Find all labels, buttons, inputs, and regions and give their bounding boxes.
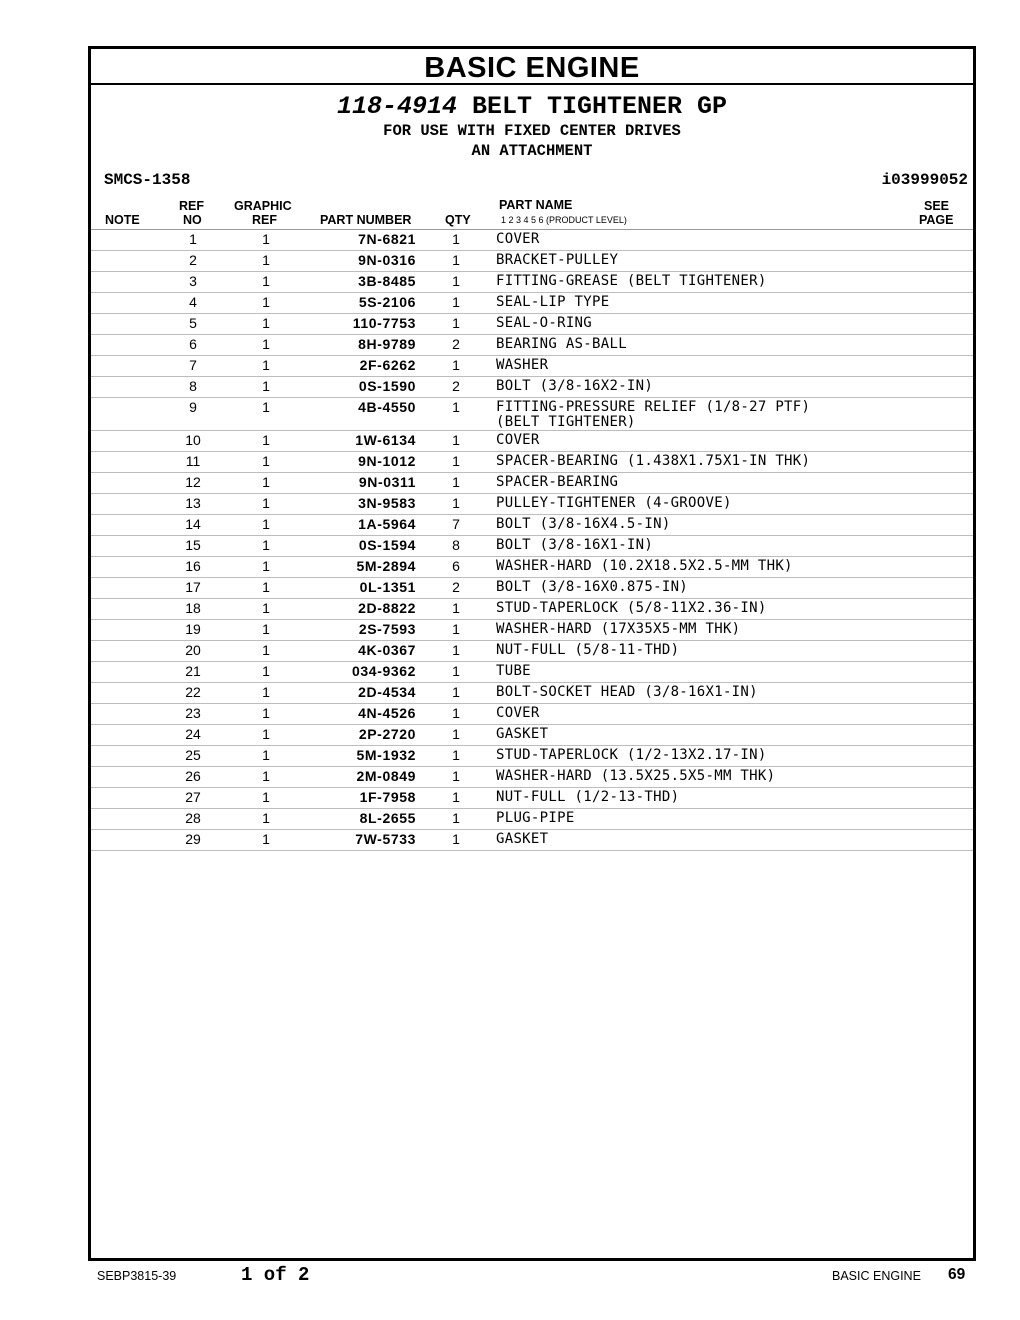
cell-part-number: 2P-2720	[311, 725, 416, 746]
table-row	[91, 251, 973, 272]
cell-part-name: PLUG-PIPE	[496, 809, 913, 830]
cell-part-number: 3N-9583	[311, 494, 416, 515]
cell-graphic-ref: 1	[221, 494, 311, 515]
cell-part-number: 9N-0311	[311, 473, 416, 494]
group-subtitle-2: AN ATTACHMENT	[471, 142, 593, 160]
cell-see-page	[913, 725, 973, 746]
cell-qty: 1	[416, 473, 496, 494]
cell-graphic-ref: 1	[221, 515, 311, 536]
footer-doc-id: SEBP3815-39	[97, 1269, 177, 1283]
table-row	[91, 620, 973, 641]
cell-ref-no: 8	[165, 377, 221, 398]
cell-graphic-ref: 1	[221, 767, 311, 788]
table-row	[91, 557, 973, 578]
cell-see-page	[913, 557, 973, 578]
cell-note	[91, 620, 165, 641]
cell-note	[91, 746, 165, 767]
cell-ref-no: 23	[165, 704, 221, 725]
cell-ref-no: 25	[165, 746, 221, 767]
table-row	[91, 809, 973, 830]
cell-ref-no: 4	[165, 293, 221, 314]
cell-qty: 1	[416, 809, 496, 830]
table-row	[91, 536, 973, 557]
cell-ref-no: 29	[165, 830, 221, 851]
cell-qty: 1	[416, 356, 496, 377]
cell-ref-no: 9	[165, 398, 221, 431]
cell-note	[91, 356, 165, 377]
cell-qty: 1	[416, 494, 496, 515]
cell-graphic-ref: 1	[221, 377, 311, 398]
cell-ref-no: 14	[165, 515, 221, 536]
cell-qty: 1	[416, 599, 496, 620]
cell-part-number: 5M-2894	[311, 557, 416, 578]
cell-qty: 1	[416, 398, 496, 431]
cell-graphic-ref: 1	[221, 830, 311, 851]
cell-part-number: 1A-5964	[311, 515, 416, 536]
group-number: 118-4914	[336, 92, 457, 121]
table-row	[91, 788, 973, 809]
cell-note	[91, 230, 165, 251]
cell-part-number: 2D-4534	[311, 683, 416, 704]
header-ref-bottom: NO	[183, 213, 202, 227]
cell-see-page	[913, 251, 973, 272]
cell-graphic-ref: 1	[221, 557, 311, 578]
table-row	[91, 272, 973, 293]
cell-part-name: NUT-FULL (1/2-13-THD)	[496, 788, 913, 809]
table-row	[91, 230, 973, 251]
header-see-top: SEE	[924, 199, 950, 213]
cell-ref-no: 20	[165, 641, 221, 662]
cell-graphic-ref: 1	[221, 398, 311, 431]
cell-qty: 1	[416, 788, 496, 809]
footer-page-of: 1 of 2	[241, 1264, 310, 1286]
cell-note	[91, 251, 165, 272]
cell-see-page	[913, 830, 973, 851]
column-headers	[91, 191, 973, 230]
cell-ref-no: 1	[165, 230, 221, 251]
cell-graphic-ref: 1	[221, 746, 311, 767]
cell-qty: 1	[416, 767, 496, 788]
cell-part-name: COVER	[496, 431, 913, 452]
cell-graphic-ref: 1	[221, 620, 311, 641]
cell-ref-no: 2	[165, 251, 221, 272]
illustration-id: i03999052	[881, 171, 968, 189]
cell-note	[91, 515, 165, 536]
table-row	[91, 398, 973, 431]
cell-qty: 1	[416, 830, 496, 851]
header-note: NOTE	[105, 213, 140, 227]
table-row	[91, 377, 973, 398]
table-row	[91, 704, 973, 725]
cell-part-name: FITTING-PRESSURE RELIEF (1/8-27 PTF) (BELT TIGHTENER)	[496, 398, 913, 431]
cell-graphic-ref: 1	[221, 431, 311, 452]
cell-part-number: 5M-1932	[311, 746, 416, 767]
table-row	[91, 599, 973, 620]
cell-qty: 1	[416, 641, 496, 662]
section-title: BASIC ENGINE	[91, 49, 973, 85]
cell-see-page	[913, 377, 973, 398]
cell-part-number: 2D-8822	[311, 599, 416, 620]
cell-part-name: BOLT (3/8-16X4.5-IN)	[496, 515, 913, 536]
cell-graphic-ref: 1	[221, 536, 311, 557]
cell-see-page	[913, 578, 973, 599]
cell-see-page	[913, 788, 973, 809]
cell-see-page	[913, 599, 973, 620]
cell-see-page	[913, 473, 973, 494]
table-row	[91, 515, 973, 536]
cell-part-number: 4B-4550	[311, 398, 416, 431]
table-row	[91, 578, 973, 599]
cell-part-name: SEAL-LIP TYPE	[496, 293, 913, 314]
cell-ref-no: 26	[165, 767, 221, 788]
cell-graphic-ref: 1	[221, 662, 311, 683]
cell-note	[91, 452, 165, 473]
parts-table-body	[91, 230, 973, 851]
cell-part-name: BRACKET-PULLEY	[496, 251, 913, 272]
cell-part-number: 110-7753	[311, 314, 416, 335]
header-product-levels: 1 2 3 4 5 6 (PRODUCT LEVEL)	[501, 215, 627, 225]
cell-qty: 1	[416, 431, 496, 452]
table-row	[91, 725, 973, 746]
cell-part-name: TUBE	[496, 662, 913, 683]
cell-see-page	[913, 767, 973, 788]
cell-ref-no: 15	[165, 536, 221, 557]
cell-see-page	[913, 398, 973, 431]
cell-part-name: BEARING AS-BALL	[496, 335, 913, 356]
table-row	[91, 293, 973, 314]
cell-ref-no: 22	[165, 683, 221, 704]
cell-part-name: COVER	[496, 704, 913, 725]
cell-note	[91, 398, 165, 431]
cell-part-name: GASKET	[496, 830, 913, 851]
group-title	[91, 93, 973, 121]
cell-part-number: 9N-0316	[311, 251, 416, 272]
cell-part-name: SPACER-BEARING	[496, 473, 913, 494]
table-row	[91, 452, 973, 473]
cell-part-number: 4K-0367	[311, 641, 416, 662]
cell-graphic-ref: 1	[221, 641, 311, 662]
header-ref-top: REF	[179, 199, 204, 213]
cell-qty: 1	[416, 662, 496, 683]
cell-part-name: BOLT-SOCKET HEAD (3/8-16X1-IN)	[496, 683, 913, 704]
cell-part-number: 0L-1351	[311, 578, 416, 599]
cell-part-number: 8L-2655	[311, 809, 416, 830]
cell-part-number: 9N-1012	[311, 452, 416, 473]
cell-graphic-ref: 1	[221, 335, 311, 356]
cell-see-page	[913, 683, 973, 704]
cell-see-page	[913, 230, 973, 251]
cell-graphic-ref: 1	[221, 452, 311, 473]
cell-ref-no: 24	[165, 725, 221, 746]
cell-qty: 1	[416, 251, 496, 272]
cell-part-name: GASKET	[496, 725, 913, 746]
cell-see-page	[913, 662, 973, 683]
cell-see-page	[913, 335, 973, 356]
cell-note	[91, 830, 165, 851]
cell-note	[91, 293, 165, 314]
cell-qty: 1	[416, 683, 496, 704]
cell-graphic-ref: 1	[221, 578, 311, 599]
cell-part-number: 7N-6821	[311, 230, 416, 251]
smcs-code: SMCS-1358	[104, 171, 191, 189]
page-footer	[0, 1264, 1020, 1288]
table-row	[91, 746, 973, 767]
cell-ref-no: 28	[165, 809, 221, 830]
cell-see-page	[913, 746, 973, 767]
table-row	[91, 431, 973, 452]
cell-ref-no: 10	[165, 431, 221, 452]
cell-graphic-ref: 1	[221, 683, 311, 704]
cell-see-page	[913, 431, 973, 452]
cell-note	[91, 809, 165, 830]
cell-ref-no: 13	[165, 494, 221, 515]
header-see-bottom: PAGE	[919, 213, 954, 227]
cell-see-page	[913, 515, 973, 536]
cell-part-number: 1W-6134	[311, 431, 416, 452]
cell-part-number: 2M-0849	[311, 767, 416, 788]
table-row	[91, 473, 973, 494]
cell-part-name: SPACER-BEARING (1.438X1.75X1-IN THK)	[496, 452, 913, 473]
cell-qty: 1	[416, 704, 496, 725]
cell-qty: 1	[416, 272, 496, 293]
table-row	[91, 830, 973, 851]
cell-note	[91, 557, 165, 578]
cell-graphic-ref: 1	[221, 599, 311, 620]
cell-qty: 1	[416, 314, 496, 335]
cell-ref-no: 3	[165, 272, 221, 293]
cell-note	[91, 788, 165, 809]
cell-part-name: SEAL-O-RING	[496, 314, 913, 335]
cell-see-page	[913, 272, 973, 293]
cell-part-number: 0S-1594	[311, 536, 416, 557]
cell-ref-no: 11	[165, 452, 221, 473]
cell-part-name: STUD-TAPERLOCK (1/2-13X2.17-IN)	[496, 746, 913, 767]
cell-see-page	[913, 641, 973, 662]
cell-note	[91, 641, 165, 662]
cell-see-page	[913, 452, 973, 473]
cell-graphic-ref: 1	[221, 704, 311, 725]
cell-note	[91, 314, 165, 335]
cell-part-name: BOLT (3/8-16X1-IN)	[496, 536, 913, 557]
cell-part-number: 3B-8485	[311, 272, 416, 293]
cell-part-name: FITTING-GREASE (BELT TIGHTENER)	[496, 272, 913, 293]
cell-part-number: 4N-4526	[311, 704, 416, 725]
cell-graphic-ref: 1	[221, 251, 311, 272]
table-row	[91, 494, 973, 515]
cell-note	[91, 335, 165, 356]
cell-note	[91, 578, 165, 599]
table-row	[91, 356, 973, 377]
cell-graphic-ref: 1	[221, 230, 311, 251]
cell-note	[91, 683, 165, 704]
cell-note	[91, 662, 165, 683]
cell-qty: 1	[416, 230, 496, 251]
header-qty: QTY	[445, 213, 471, 227]
parts-page-frame	[88, 46, 976, 1261]
cell-ref-no: 27	[165, 788, 221, 809]
cell-part-number: 034-9362	[311, 662, 416, 683]
cell-part-number: 7W-5733	[311, 830, 416, 851]
cell-graphic-ref: 1	[221, 356, 311, 377]
cell-qty: 1	[416, 725, 496, 746]
footer-section: BASIC ENGINE	[832, 1269, 921, 1283]
cell-qty: 6	[416, 557, 496, 578]
table-row	[91, 641, 973, 662]
cell-see-page	[913, 809, 973, 830]
cell-qty: 1	[416, 293, 496, 314]
cell-part-number: 1F-7958	[311, 788, 416, 809]
table-row	[91, 767, 973, 788]
cell-graphic-ref: 1	[221, 293, 311, 314]
cell-graphic-ref: 1	[221, 314, 311, 335]
cell-qty: 2	[416, 578, 496, 599]
cell-part-number: 5S-2106	[311, 293, 416, 314]
cell-part-name: WASHER-HARD (10.2X18.5X2.5-MM THK)	[496, 557, 913, 578]
cell-qty: 1	[416, 746, 496, 767]
cell-note	[91, 599, 165, 620]
table-row	[91, 335, 973, 356]
cell-ref-no: 7	[165, 356, 221, 377]
code-row	[91, 169, 973, 191]
cell-qty: 1	[416, 452, 496, 473]
cell-part-number: 8H-9789	[311, 335, 416, 356]
cell-see-page	[913, 314, 973, 335]
cell-graphic-ref: 1	[221, 725, 311, 746]
cell-part-name: NUT-FULL (5/8-11-THD)	[496, 641, 913, 662]
group-name: BELT TIGHTENER GP	[472, 92, 728, 121]
cell-ref-no: 16	[165, 557, 221, 578]
cell-part-number: 2S-7593	[311, 620, 416, 641]
cell-part-name: BOLT (3/8-16X2-IN)	[496, 377, 913, 398]
cell-part-name: BOLT (3/8-16X0.875-IN)	[496, 578, 913, 599]
cell-qty: 8	[416, 536, 496, 557]
cell-note	[91, 494, 165, 515]
table-row	[91, 662, 973, 683]
cell-note	[91, 473, 165, 494]
cell-see-page	[913, 494, 973, 515]
cell-see-page	[913, 356, 973, 377]
cell-part-name: WASHER-HARD (13.5X25.5X5-MM THK)	[496, 767, 913, 788]
cell-graphic-ref: 1	[221, 272, 311, 293]
cell-qty: 7	[416, 515, 496, 536]
cell-see-page	[913, 536, 973, 557]
cell-see-page	[913, 704, 973, 725]
cell-part-number: 0S-1590	[311, 377, 416, 398]
cell-ref-no: 17	[165, 578, 221, 599]
cell-graphic-ref: 1	[221, 788, 311, 809]
cell-note	[91, 536, 165, 557]
cell-part-number: 2F-6262	[311, 356, 416, 377]
cell-ref-no: 5	[165, 314, 221, 335]
cell-note	[91, 377, 165, 398]
cell-note	[91, 767, 165, 788]
cell-ref-no: 19	[165, 620, 221, 641]
cell-qty: 1	[416, 620, 496, 641]
header-part-name: PART NAME	[499, 198, 573, 212]
cell-ref-no: 18	[165, 599, 221, 620]
header-part-number: PART NUMBER	[320, 213, 412, 227]
cell-part-name: STUD-TAPERLOCK (5/8-11X2.36-IN)	[496, 599, 913, 620]
cell-part-name: COVER	[496, 230, 913, 251]
header-graphic-top: GRAPHIC	[234, 199, 292, 213]
cell-graphic-ref: 1	[221, 473, 311, 494]
cell-part-name: PULLEY-TIGHTENER (4-GROOVE)	[496, 494, 913, 515]
table-row	[91, 683, 973, 704]
footer-page-number: 69	[948, 1266, 966, 1283]
cell-qty: 2	[416, 377, 496, 398]
cell-part-name: WASHER	[496, 356, 913, 377]
cell-note	[91, 725, 165, 746]
cell-see-page	[913, 620, 973, 641]
table-row	[91, 314, 973, 335]
cell-note	[91, 272, 165, 293]
cell-ref-no: 6	[165, 335, 221, 356]
cell-qty: 2	[416, 335, 496, 356]
cell-part-name: WASHER-HARD (17X35X5-MM THK)	[496, 620, 913, 641]
cell-ref-no: 12	[165, 473, 221, 494]
cell-see-page	[913, 293, 973, 314]
group-subtitle-1: FOR USE WITH FIXED CENTER DRIVES	[383, 122, 681, 140]
cell-note	[91, 431, 165, 452]
cell-ref-no: 21	[165, 662, 221, 683]
header-graphic-bottom: REF	[252, 213, 277, 227]
cell-note	[91, 704, 165, 725]
cell-graphic-ref: 1	[221, 809, 311, 830]
parts-table	[91, 230, 973, 851]
